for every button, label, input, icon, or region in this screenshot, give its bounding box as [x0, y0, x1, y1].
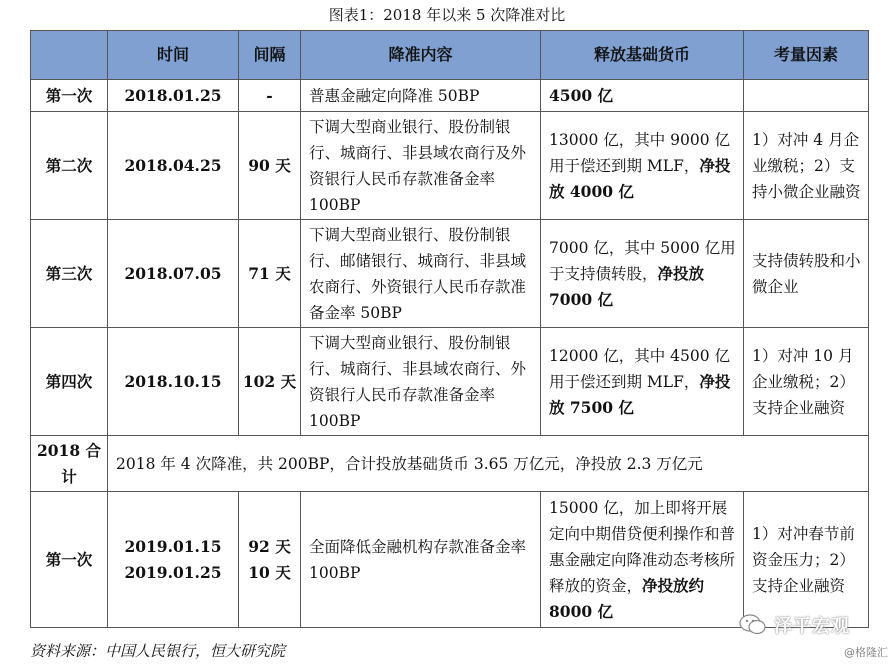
summary-text: 2018 年 4 次降准，共 200BP，合计投放基础货币 3.65 万亿元，净投放 2.3 万亿元: [108, 436, 869, 492]
header-cell-content: 降准内容: [301, 31, 541, 80]
header-cell-interval: 间隔: [239, 31, 301, 80]
row-interval: [239, 492, 301, 628]
row-label: 第四次: [31, 328, 108, 436]
release-net: 净投放 4000 亿: [549, 155, 731, 201]
row-content: 全面降低金融机构存款准备金率 100BP: [301, 492, 541, 628]
row-interval: -: [239, 80, 301, 112]
row-release: [541, 220, 744, 328]
row-date: 2018.01.25: [108, 80, 239, 112]
row-release: [541, 112, 744, 220]
watermark-text: 泽平宏观: [774, 616, 850, 637]
row-interval: 102 天: [239, 328, 301, 436]
row-label: 第二次: [31, 112, 108, 220]
header-cell-blank: [31, 31, 108, 80]
release-net: 4500 亿: [549, 85, 614, 105]
row-date: 2018.04.25: [108, 112, 239, 220]
row-factors: 1）对冲春节前资金压力；2）支持企业融资: [744, 492, 869, 628]
row-release: [541, 492, 744, 628]
row-content: 普惠金融定向降准 50BP: [301, 80, 541, 112]
row-label: 第一次: [31, 80, 108, 112]
table-row: [31, 328, 869, 436]
release-net: 净投放约 8000 亿: [549, 575, 705, 621]
row-content: 下调大型商业银行、股份制银行、城商行、非县域农商行及外资银行人民币存款准备金率 100BP: [301, 112, 541, 220]
row-interval: 90 天: [239, 112, 301, 220]
row-date: [108, 492, 239, 628]
row-date: 2018.10.15: [108, 328, 239, 436]
source-note: 资料来源：中国人民银行，恒大研究院: [30, 642, 286, 660]
row-factors: 1）对冲 10 月企业缴税；2）支持企业融资: [744, 328, 869, 436]
row-interval-1: 92 天: [248, 536, 291, 556]
release-prefix: 15000 亿，加上即将开展定向中期借贷便利操作和普惠金融定向降准动态考核所释放的资金，: [549, 498, 736, 595]
row-factors: 支持债转股和小微企业: [744, 220, 869, 328]
row-release: [541, 328, 744, 436]
summary-row: [31, 436, 869, 492]
row-interval: 71 天: [239, 220, 301, 328]
row-content: 下调大型商业银行、股份制银行、邮储银行、城商行、非县域农商行、外资银行人民币存款准备金率 50BP: [301, 220, 541, 328]
row-date-2: 2019.01.25: [124, 562, 222, 582]
release-prefix: 7000 亿，其中 5000 亿用于支持债转股，: [549, 238, 736, 283]
row-factors: 1）对冲 4 月企业缴税；2）支持小微企业融资: [744, 112, 869, 220]
row-date: 2018.07.05: [108, 220, 239, 328]
header-cell-factors: 考量因素: [744, 31, 869, 80]
row-content: 下调大型商业银行、股份制银行、城商行、非县域农商行、外资银行人民币存款准备金率 100BP: [301, 328, 541, 436]
table-row: [31, 80, 869, 112]
table-row: [31, 112, 869, 220]
watermark: [738, 608, 888, 642]
summary-label: 2018 合计: [31, 436, 108, 492]
table-row: [31, 220, 869, 328]
figure-title: 图表1：2018 年以来 5 次降准对比: [328, 6, 566, 24]
row-interval-2: 10 天: [248, 562, 291, 582]
row-date-1: 2019.01.15: [124, 536, 222, 556]
release-net: 净投放 7000 亿: [549, 263, 705, 309]
release-prefix: 12000 亿，其中 4500 亿用于偿还到期 MLF，: [549, 346, 731, 391]
row-factors: [744, 80, 869, 112]
release-prefix: 13000 亿，其中 9000 亿用于偿还到期 MLF，: [549, 130, 731, 175]
row-label: 第一次: [31, 492, 108, 628]
release-net: 净投放 7500 亿: [549, 371, 731, 417]
rrr-comparison-table: [30, 30, 869, 628]
wechat-icon: [738, 612, 768, 638]
table-header-row: [31, 31, 869, 80]
row-release: [541, 80, 744, 112]
header-cell-date: 时间: [108, 31, 239, 80]
header-cell-release: 释放基础货币: [541, 31, 744, 80]
credit-text: @格隆汇: [844, 646, 888, 659]
row-label: 第三次: [31, 220, 108, 328]
